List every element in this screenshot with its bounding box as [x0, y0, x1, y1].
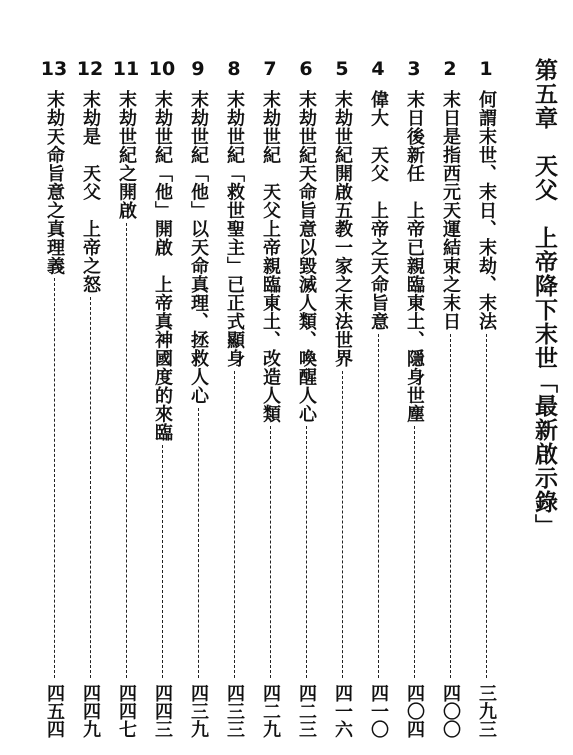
entry-title: 末日後新任 上帝已親臨東土、隱身世塵 [404, 90, 425, 423]
entry-title: 末劫世紀之開啟 [116, 90, 137, 220]
entry-number: 9 [191, 58, 205, 80]
entry-page: 四一〇 [368, 684, 389, 738]
entry-title: 末劫天命旨意之真理義 [44, 90, 65, 275]
entry-number: 8 [227, 58, 241, 80]
dot-leader [54, 278, 55, 678]
dot-leader [414, 426, 415, 678]
entry-page: 四四三 [152, 684, 173, 738]
dot-leader [126, 223, 127, 679]
dot-leader [198, 408, 199, 679]
toc-entry[interactable] [109, 58, 143, 748]
entry-page: 四二三 [296, 684, 317, 738]
dot-leader [270, 426, 271, 678]
toc-entry[interactable] [181, 58, 215, 748]
dot-leader [90, 297, 91, 679]
toc-entry[interactable] [73, 58, 107, 748]
entry-title: 末劫是 天父 上帝之怒 [80, 90, 101, 294]
entry-title: 末劫世紀「他」以天命真理、拯救人心 [188, 90, 209, 405]
entry-title: 末劫世紀開啟五教一家之末法世界 [332, 90, 353, 368]
entry-page: 四〇四 [404, 684, 425, 738]
entry-page: 四二九 [260, 684, 281, 738]
toc-entry[interactable] [289, 58, 323, 748]
entry-page: 四五四 [44, 684, 65, 738]
entry-title: 末劫世紀 天父上帝親臨東土、改造人類 [260, 90, 281, 423]
entry-page: 四一六 [332, 684, 353, 738]
dot-leader [378, 334, 379, 679]
toc-entry[interactable] [37, 58, 71, 748]
entry-title: 末劫世紀「他」開啟 上帝真神國度的來臨 [152, 90, 173, 442]
dot-leader [162, 445, 163, 679]
entry-number: 4 [371, 58, 385, 80]
chapter-title: 第五章 天父 上帝降下末世「最新啟示錄」 [531, 58, 558, 538]
entry-title: 末劫世紀天命旨意以毀滅人類、喚醒人心 [296, 90, 317, 423]
entry-page: 四〇〇 [440, 684, 461, 738]
toc-entry[interactable] [397, 58, 431, 748]
entry-number: 12 [76, 58, 104, 80]
toc-entry[interactable] [145, 58, 179, 748]
entry-page: 四四九 [80, 684, 101, 738]
entry-page: 四四七 [116, 684, 137, 738]
dot-leader [342, 371, 343, 679]
entry-number: 5 [335, 58, 349, 80]
entry-number: 1 [479, 58, 493, 80]
entry-title: 何謂末世、末日、末劫、末法 [476, 90, 497, 331]
toc-entry[interactable] [325, 58, 359, 748]
entry-number: 3 [407, 58, 421, 80]
entry-number: 6 [299, 58, 313, 80]
entry-title: 末劫世紀「救世聖主」已正式顯身 [224, 90, 245, 368]
dot-leader [234, 371, 235, 679]
entry-title: 末日是指西元天運結束之末日 [440, 90, 461, 331]
dot-leader [306, 426, 307, 678]
toc-entry[interactable] [433, 58, 467, 748]
entry-number: 11 [112, 58, 140, 80]
dot-leader [486, 334, 487, 679]
entry-number: 7 [263, 58, 277, 80]
toc-entry[interactable] [253, 58, 287, 748]
entry-title: 偉大 天父 上帝之天命旨意 [368, 90, 389, 331]
entry-page: 四三三 [224, 684, 245, 738]
entry-number: 10 [148, 58, 176, 80]
toc-entry[interactable] [469, 58, 503, 748]
entry-page: 四三九 [188, 684, 209, 738]
entry-page: 三九三 [476, 684, 497, 738]
toc-entry[interactable] [217, 58, 251, 748]
entry-number: 13 [40, 58, 68, 80]
dot-leader [450, 334, 451, 679]
toc-entry[interactable] [361, 58, 395, 748]
entry-number: 2 [443, 58, 457, 80]
